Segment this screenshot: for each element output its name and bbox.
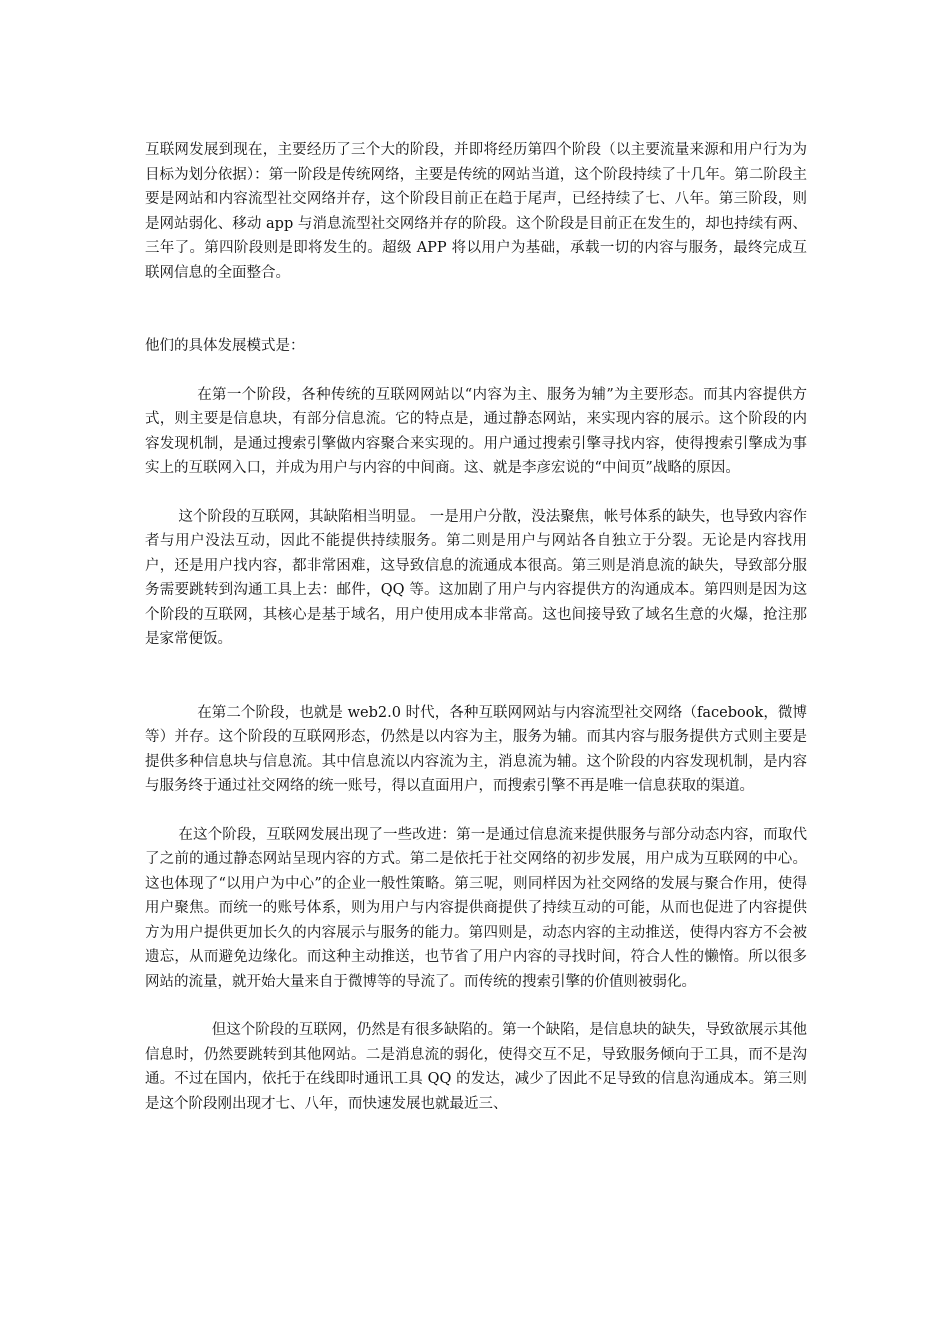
paragraph-stage-one: 在第一个阶段，各种传统的互联网网站以“内容为主、服务为辅”为主要形态。而其内容提供方式，则主要是信息块，有部分信息流。它的特点是，通过静态网站，来实现内容的展示。这个阶段的内容发现机制，是通过搜索引擎做内容聚合来实现的。用户通过搜索引擎寻找内容，使得搜索引擎成为事实上的互联网入口，并成为用户与内容的中间商。这、就是李彦宏说的“中间页”战略的原因。: [145, 386, 807, 476]
paragraph-models-heading: 他们的具体发展模式是：: [145, 338, 305, 354]
paragraph-stage-two-improvements: 在这个阶段，互联网发展出现了一些改进：第一是通过信息流来提供服务与部分动态内容，而取代了之前的通过静态网站呈现内容的方式。第二是依托于社交网络的初步发展，用户成为互联网的中心。这也体现了“以用户为中心”的企业一般性策略。第三呢，则同样因为社交网络的发展与聚合作用，使得用户聚焦。而统一的账号体系，则为用户与内容提供商提供了持续互动的可能，从而也促进了内容提供方为用户提供更加长久的内容展示与服务的能力。第四则是，动态内容的主动推送，使得内容方不会被遗忘，从而避免边缘化。而这种主动推送，也节省了用户内容的寻找时间，符合人性的懒惰。所以很多网站的流量，就开始大量来自于微博等的导流了。而传统的搜索引擎的价值则被弱化。: [145, 826, 807, 990]
paragraph-stage-one-defects: 这个阶段的互联网，其缺陷相当明显。 一是用户分散，没法聚焦，帐号体系的缺失，也导致内容作者与用户没法互动，因此不能提供持续服务。第二则是用户与网站各自独立于分裂。无论是内容找用户，还是用户找内容，都非常困难，这导致信息的流通成本很高。第三则是消息流的缺失，导致部分服务需要跳转到沟通工具上去：邮件，QQ 等。这加剧了用户与内容提供方的沟通成本。第四则是因为这个阶段的互联网，其核心是基于域名，用户使用成本非常高。这也间接导致了域名生意的火爆，抢注那是家常便饭。: [145, 508, 807, 647]
paragraph-intro: 互联网发展到现在，主要经历了三个大的阶段，并即将经历第四个阶段（以主要流量来源和用户行为为目标为划分依据）：第一阶段是传统网络，主要是传统的网站当道，这个阶段持续了十几年。第二阶段主要是网站和内容流型社交网络并存，这个阶段目前正在趋于尾声，已经持续了七、八年。第三阶段，则是网站弱化、移动 app 与消息流型社交网络并存的阶段。这个阶段是目前正在发生的，却也持续有两、三年了。第四阶段则是即将发生的。超级 APP 将以用户为基础，承载一切的内容与服务，最终完成互联网信息的全面整合。: [145, 142, 807, 281]
paragraph-stage-two-defects: 但这个阶段的互联网，仍然是有很多缺陷的。第一个缺陷，是信息块的缺失，导致欲展示其他信息时，仍然要跳转到其他网站。二是消息流的弱化，使得交互不足，导致服务倾向于工具，而不是沟通。不过在国内，依托于在线即时通讯工具 QQ 的发达，减少了因此不足导致的信息沟通成本。第三则是这个阶段刚出现才七、八年，而快速发展也就最近三、: [145, 1022, 807, 1112]
document-body: [145, 138, 807, 1116]
paragraph-stage-two: 在第二个阶段，也就是 web2.0 时代，各种互联网网站与内容流型社交网络（facebook，微博等）并存。这个阶段的互联网形态，仍然是以内容为主，服务为辅。而其内容与服务提供方式则主要是提供多种信息块与信息流。其中信息流以内容流为主，消息流为辅。这个阶段的内容发现机制，是内容与服务终于通过社交网络的统一账号，得以直面用户，而搜索引擎不再是唯一信息获取的渠道。: [145, 704, 807, 794]
